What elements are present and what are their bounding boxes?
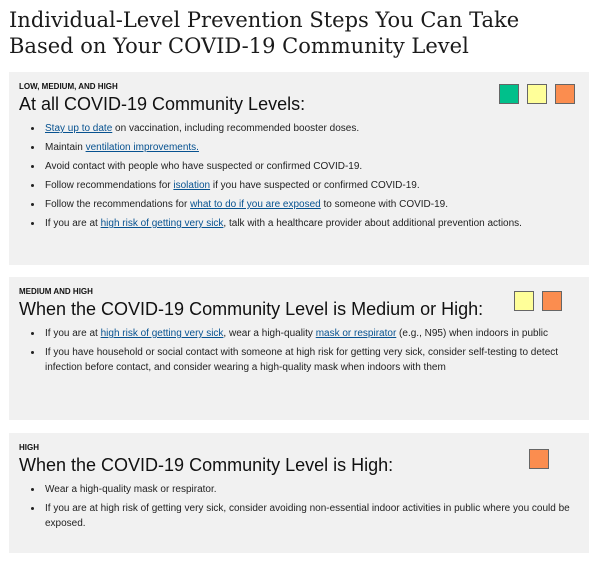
section-kicker: LOW, MEDIUM, AND HIGH bbox=[19, 82, 118, 91]
level-swatches bbox=[529, 449, 549, 469]
list-item: • Wear a high-quality mask or respirator. bbox=[43, 482, 575, 497]
high-level-swatch bbox=[542, 291, 562, 311]
page-title: Individual-Level Prevention Steps You Can Take Based on Your COVID-19 Community Level bbox=[9, 8, 520, 58]
list-item: • Follow recommendations for isolation if you have suspected or confirmed COVID-19. bbox=[43, 178, 575, 193]
medium-level-swatch bbox=[514, 291, 534, 311]
medium-level-swatch bbox=[527, 84, 547, 104]
section-heading: When the COVID-19 Community Level is Medium or High: bbox=[19, 299, 484, 319]
section-kicker: HIGH bbox=[19, 443, 39, 452]
high-risk-link[interactable]: high risk of getting very sick bbox=[100, 218, 224, 229]
section-kicker: MEDIUM AND HIGH bbox=[19, 287, 93, 296]
low-level-swatch bbox=[499, 84, 519, 104]
high-level-swatch bbox=[529, 449, 549, 469]
high-level-swatch bbox=[555, 84, 575, 104]
what-to-do-if-exposed-link[interactable]: what to do if you are exposed bbox=[190, 199, 321, 210]
mask-or-respirator-link[interactable]: mask or respirator bbox=[315, 328, 397, 339]
list-item: • If you are at high risk of getting very sick, consider avoiding non-essential indoor activities in public where you could be exposed. bbox=[43, 501, 575, 531]
prevention-list bbox=[19, 482, 575, 531]
level-swatches bbox=[514, 291, 562, 311]
section-high bbox=[9, 433, 589, 553]
list-item: • Follow the recommendations for what to do if you are exposed to someone with COVID-19. bbox=[43, 197, 575, 212]
prevention-list bbox=[19, 326, 575, 375]
list-item: • Maintain ventilation improvements. bbox=[43, 140, 575, 155]
stay-up-to-date-link[interactable]: Stay up to date bbox=[45, 123, 113, 134]
list-item: • Stay up to date on vaccination, including recommended booster doses. bbox=[43, 121, 575, 136]
section-heading: When the COVID-19 Community Level is High: bbox=[19, 455, 394, 475]
ventilation-improvements-link[interactable]: ventilation improvements. bbox=[85, 142, 199, 153]
list-item: • If you are at high risk of getting very sick, wear a high-quality mask or respirator (e.g., N95) when indoors in public bbox=[43, 326, 575, 341]
list-item: • Avoid contact with people who have suspected or confirmed COVID-19. bbox=[43, 159, 575, 174]
section-medium-high bbox=[9, 277, 589, 420]
level-swatches bbox=[499, 84, 575, 104]
section-heading: At all COVID-19 Community Levels: bbox=[19, 94, 306, 114]
list-item: • If you have household or social contact with someone at high risk for getting very sick, consider self-testing to detect infection before contact, and consider wearing a high-quality mask when indoors with them bbox=[43, 345, 575, 375]
section-all-levels bbox=[9, 72, 589, 265]
list-item: • If you are at high risk of getting very sick, talk with a healthcare provider about additional prevention actions. bbox=[43, 216, 575, 231]
prevention-list bbox=[19, 121, 575, 231]
high-risk-link[interactable]: high risk of getting very sick bbox=[100, 328, 224, 339]
isolation-link[interactable]: isolation bbox=[173, 180, 211, 191]
